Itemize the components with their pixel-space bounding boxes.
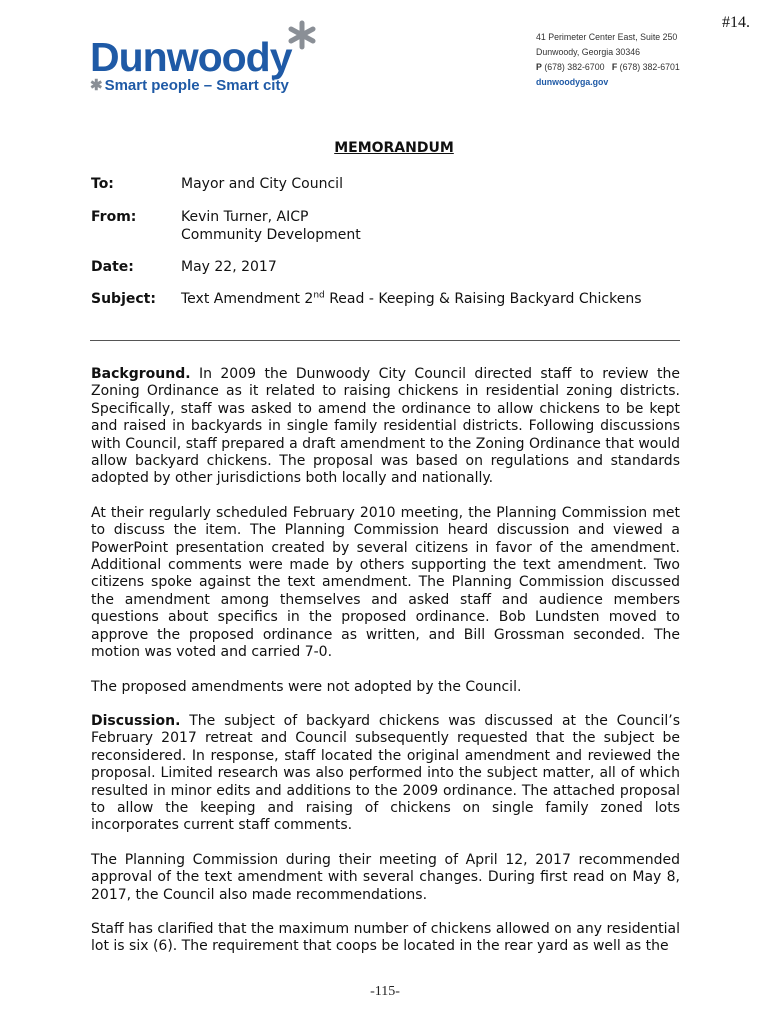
discussion-paragraph: Discussion. The subject of backyard chickens was discussed at the Council’s February 2017 retreat and Council subsequently requested that the subject be reconsidered. In response, staff located the original amendment and reviewed the proposal. Limited research was also performed into the subject matter, all of which resulted in minor edits and additions to the 2009 ordinance. The attached proposal to allow the keeping and raising of chickens on single family zoned lots incorporates current staff comments. bbox=[91, 712, 680, 834]
recommendation-paragraph: The Planning Commission during their meeting of April 12, 2017 recommended approval of the text amendment with several changes. During first read on May 8, 2017, the Council also made recommendations. bbox=[91, 851, 680, 903]
memo-body bbox=[91, 366, 680, 973]
asterisk-star-icon bbox=[288, 20, 316, 50]
page-footer-number: -115- bbox=[370, 984, 400, 999]
from-name: Kevin Turner, AICP bbox=[181, 209, 309, 225]
to-label: To: bbox=[91, 176, 114, 192]
from-label: From: bbox=[91, 209, 137, 225]
not-adopted-paragraph: The proposed amendments were not adopted by the Council. bbox=[91, 678, 522, 695]
memo-title: MEMORANDUM bbox=[334, 140, 454, 156]
date-value: May 22, 2017 bbox=[181, 259, 277, 275]
background-paragraph: Background. In 2009 the Dunwoody City Council directed staff to review the Zoning Ordinance as it related to raising chickens in residential zoning districts. Specifically, staff was asked to amend the ordinance to allow chickens to be kept and raised in backyards in single family residential districts. Following discussions with Council, staff prepared a draft amendment to the Zoning Ordinance that would allow backyard chickens. The proposal was based on regulations and standards adopted by other jurisdictions both locally and nationally. bbox=[91, 366, 680, 487]
small-star-icon: ✱ bbox=[90, 77, 103, 94]
header-divider bbox=[90, 340, 680, 341]
page-marker: #14. bbox=[722, 14, 750, 31]
address-city: Dunwoody, Georgia 30346 bbox=[536, 47, 641, 57]
city-logo bbox=[88, 20, 328, 100]
subject-value: Text Amendment 2nd Read - Keeping & Raising Backyard Chickens bbox=[181, 290, 642, 307]
clarification-paragraph: Staff has clarified that the maximum number of chickens allowed on any residential lot is six (6). The requirement that coops be located in the rear yard as well as the bbox=[91, 920, 680, 955]
address-street: 41 Perimeter Center East, Suite 250 bbox=[536, 32, 678, 42]
from-value bbox=[181, 208, 361, 244]
logo-tagline: ✱ Smart people – Smart city bbox=[90, 77, 289, 94]
date-label: Date: bbox=[91, 259, 134, 275]
logo-wordmark: Dunwoody bbox=[90, 34, 292, 80]
from-department: Community Development bbox=[181, 227, 361, 243]
address-block bbox=[536, 30, 680, 90]
to-value: Mayor and City Council bbox=[181, 176, 343, 192]
address-phone-fax: P (678) 382-6700 F (678) 382-6701 bbox=[536, 62, 680, 72]
subject-label: Subject: bbox=[91, 291, 156, 307]
planning-commission-paragraph: At their regularly scheduled February 2010 meeting, the Planning Commission met to discuss the item. The Planning Commission heard discussion and viewed a PowerPoint presentation created by several citizens in favor of the amendment. Additional comments were made by others supporting the text amendment. Two citizens spoke against the text amendment. The Planning Commission discussed the amendment among themselves and asked staff and audience members questions about specifics in the proposed ordinance. Bob Lundsten moved to approve the proposed ordinance as written, and Bill Grossman seconded. The motion was voted and carried 7-0. bbox=[91, 504, 680, 661]
website-link[interactable]: dunwoodyga.gov bbox=[536, 77, 609, 87]
